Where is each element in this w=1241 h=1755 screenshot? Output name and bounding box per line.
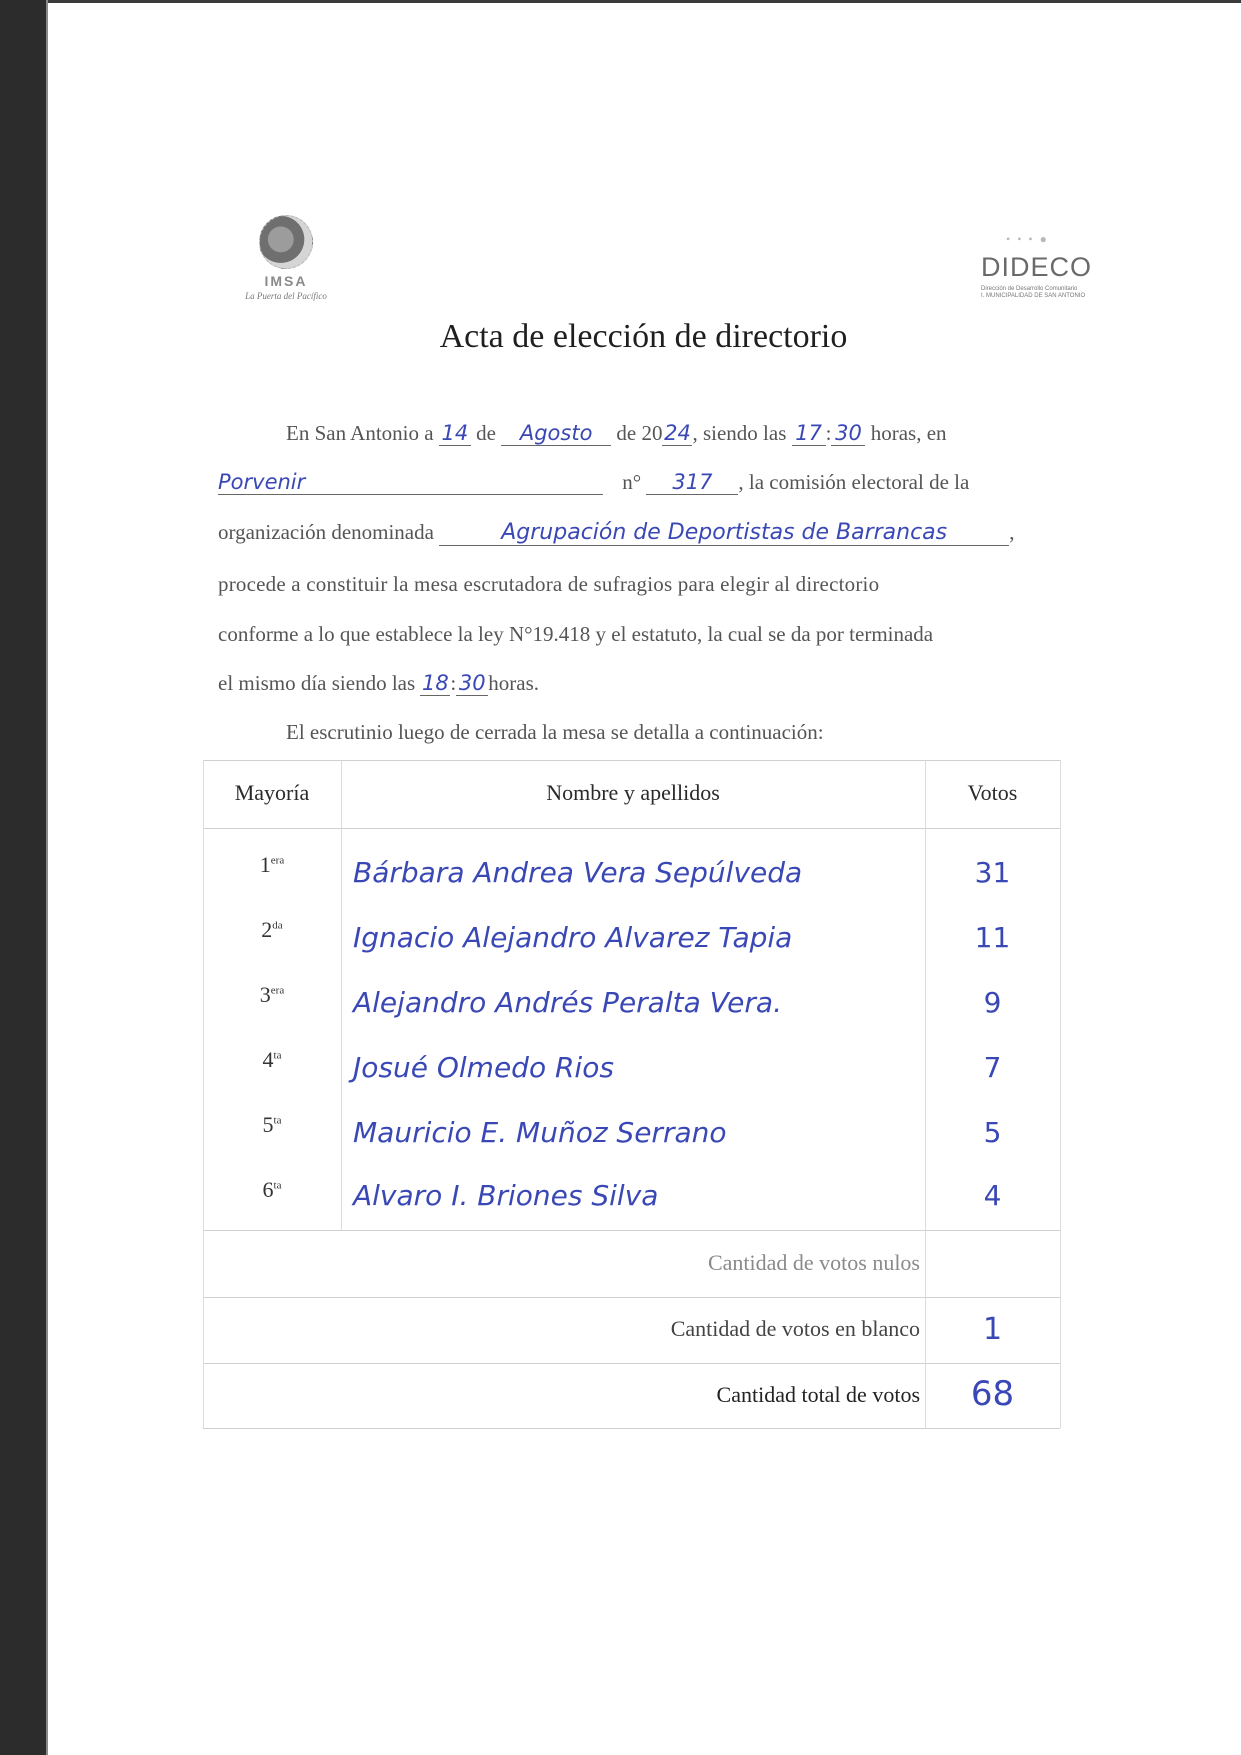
intro-line-6 — [218, 671, 1094, 696]
intro-text: de — [476, 421, 496, 445]
rank-cell: $2^{da}$ — [261, 917, 283, 942]
imsa-tagline: La Puerta del Pacífico — [245, 291, 327, 301]
intro-line-2 — [218, 470, 1094, 495]
total-votes-value: 68 — [970, 1374, 1015, 1414]
rank-cell: $3^{era}$ — [259, 982, 285, 1007]
intro-text: de 20 — [616, 421, 663, 445]
intro-text: , — [1009, 520, 1015, 544]
left-border — [46, 0, 48, 1755]
day-field: 14 — [439, 421, 471, 446]
vote-count: 9 — [983, 986, 1002, 1019]
vote-count: 4 — [983, 1179, 1002, 1212]
table-rule — [1060, 760, 1061, 1428]
table-rule — [203, 1297, 1060, 1298]
table-rule — [203, 828, 1060, 829]
minute-field: 30 — [831, 421, 865, 446]
header-votes: Votos — [967, 780, 1018, 805]
dideco-municipality: I. MUNICIPALIDAD DE SAN ANTONIO — [981, 293, 1086, 299]
vote-count: 7 — [983, 1051, 1002, 1084]
rank-cell: $1^{era}$ — [259, 852, 285, 877]
intro-line-4: procede a constituir la mesa escrutadora de sufragios para elegir al directorio — [218, 572, 880, 596]
intro-line-1 — [286, 421, 1094, 446]
dideco-dots-icon: • • • ● — [1006, 232, 1049, 246]
dideco-logo-text: DIDECO — [981, 252, 1093, 282]
month-field: Agosto — [501, 421, 611, 446]
intro-text: n° — [622, 470, 642, 494]
imsa-logo — [221, 213, 351, 313]
candidate-name: Mauricio E. Muñoz Serrano — [353, 1116, 727, 1149]
intro-line-3 — [218, 520, 1094, 546]
candidate-name: Ignacio Alejandro Alvarez Tapia — [353, 921, 793, 954]
blank-votes-value: 1 — [982, 1312, 1003, 1347]
intro-text: horas. — [488, 671, 539, 695]
table-rule — [203, 1363, 1060, 1364]
year-field: 24 — [664, 421, 691, 445]
imsa-logo-text: IMSA — [264, 273, 308, 289]
top-border — [46, 0, 1241, 3]
blank-votes-label: Cantidad de votos en blanco — [670, 1316, 920, 1341]
rank-cell: $6^{ta}$ — [262, 1177, 282, 1202]
intro-text: En San Antonio a — [286, 421, 434, 445]
header-rank: Mayoría — [234, 780, 310, 805]
intro-line-7: El escrutinio luego de cerrada la mesa se detalla a continuación: — [286, 720, 824, 744]
table-rule — [341, 760, 342, 1230]
table-rule — [203, 760, 1060, 761]
candidate-name: Bárbara Andrea Vera Sepúlveda — [353, 856, 803, 889]
vote-count: 31 — [974, 856, 1011, 889]
null-votes-label: Cantidad de votos nulos — [707, 1250, 920, 1275]
table-rule — [203, 1230, 1060, 1231]
organization-field: Agrupación de Deportistas de Barrancas — [439, 520, 1009, 546]
intro-text: el mismo día siendo las — [218, 671, 416, 695]
end-hour-field: 18 — [422, 671, 449, 695]
intro-text: horas, en — [870, 421, 947, 445]
candidate-name: Alvaro I. Briones Silva — [353, 1179, 659, 1212]
rank-cell: $4^{ta}$ — [262, 1047, 282, 1072]
candidate-name: Alejandro Andrés Peralta Vera. — [353, 986, 782, 1019]
total-votes-label: Cantidad total de votos — [716, 1382, 920, 1407]
table-rule — [203, 1428, 1060, 1429]
time-separator: : — [450, 671, 457, 695]
dideco-logo — [921, 232, 1101, 302]
number-field: 317 — [646, 470, 738, 495]
location-field: Porvenir — [218, 470, 603, 495]
hour-field: 17 — [792, 421, 826, 446]
time-separator: : — [825, 421, 832, 445]
intro-text: organización denominada — [218, 520, 434, 544]
document-page — [46, 0, 1241, 1755]
intro-text: , la comisión electoral de la — [738, 470, 970, 494]
imsa-emblem-icon — [259, 215, 313, 269]
rank-cell: $5^{ta}$ — [262, 1112, 282, 1137]
dideco-subtitle: Dirección de Desarrollo Comunitario — [981, 286, 1078, 292]
header-name: Nombre y apellidos — [546, 780, 720, 805]
document-title: Acta de elección de directorio — [439, 318, 848, 355]
end-minute-field: 30 — [456, 671, 488, 696]
vote-count: 11 — [974, 921, 1011, 954]
intro-line-5: conforme a lo que establece la ley N°19.418 y el estatuto, la cual se da por terminada — [218, 622, 934, 646]
candidate-name: Josué Olmedo Rios — [353, 1051, 614, 1084]
intro-text: , siendo las — [692, 421, 787, 445]
vote-count: 5 — [983, 1116, 1002, 1149]
